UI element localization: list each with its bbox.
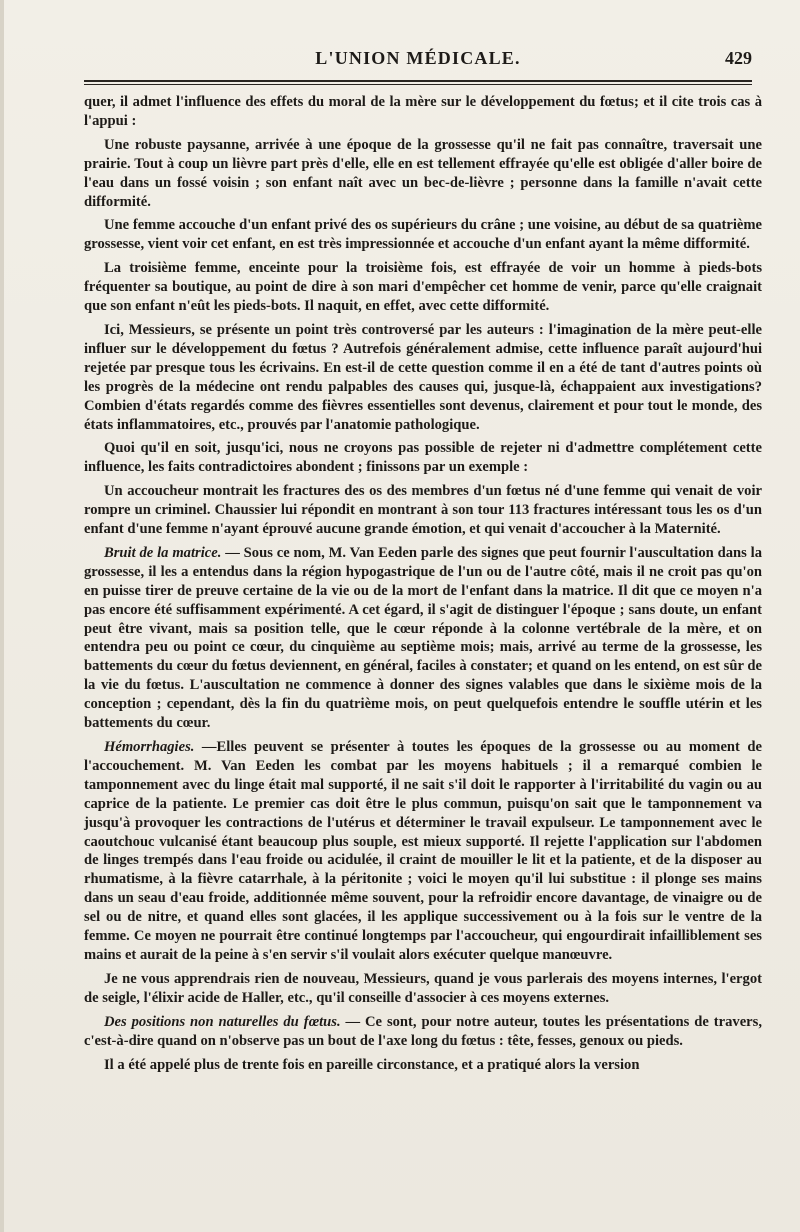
header-rule: [84, 80, 752, 82]
paragraph-text: — Ce sont, pour notre auteur, toutes les présentations de travers, c'est-à-dire quand on n'observe pas un bout de l'axe long du fœtus : tête, fesses, genoux ou pieds.: [84, 1013, 762, 1049]
paragraph-9: [84, 738, 762, 965]
page-number: 429: [725, 48, 752, 68]
paragraph-7: [84, 482, 762, 539]
paragraph-text: Un accoucheur montrait les fractures des os des membres d'un fœtus né d'une femme qui venait de voir rompre un criminel. Chaussier lui répondit en montrant à son tour 113 fractures intéressant tous les os d'un enfant d'une femme n'ayant éprouvé aucune grande émotion, et qui venait d'accoucher à la Maternité.: [84, 483, 762, 538]
paragraph-12: [84, 1056, 762, 1075]
paragraph-3: [84, 216, 762, 254]
header-rule-thin: [84, 84, 752, 85]
paragraph-text: —Elles peuvent se présenter à toutes les époques de la grossesse ou au moment de l'accouchement. M. Van Eeden les combat par les moyens habituels ; il a remarqué combien le tamponnement avec du linge était mal supporté, il ne sait s'il doit le rapporter à l'irritabilité du vagin ou au caprice de la patiente. Le premier cas doit être le plus commun, puisqu'on sait que le tamponnement va jusqu'à provoquer les contractions de l'utérus et déterminer le travail expulseur. Le tamponnement avec le caoutchouc vulcanisé étant beaucoup plus souple, est mieux supporté. Il rejette l'application sur l'abdomen de linges trempés dans l'eau froide ou acidulée, il craint de mouiller le lit et la patiente, et de la disposer au rhumatisme, à la fièvre catarrhale, à la péritonite ; voici le moyen qu'il lui substitue : il plonge ses mains dans un seau d'eau froide, additionnée même souvent, pour la refroidir encore davantage, de vinaigre ou de sel ou de nitre, et quand elles sont glacées, il les applique successivement ou à la fois sur le ventre de la femme. Ce moyen ne pourrait être continué longtemps par l'accoucheur, qui engourdirait infailliblement ses mains et aurait de la peine à s'en servir s'il voulait alors exécuter quelque manœuvre.: [84, 739, 762, 963]
paragraph-text: Ici, Messieurs, se présente un point très controversé par les auteurs : l'imagination de la mère peut-elle influer sur le développement du fœtus ? Autrefois généralement admise, cette influence paraît aujourd'hui rejetée par presque tous les écrivains. En est-il de cette question comme il en a été de tant d'autres points où les progrès de la médecine ont rendu palpables des causes qui, jusque-là, échappaient aux investigations? Combien d'états regardés comme des fièvres essentielles sont devenus, clairement et pour tout le monde, des états inflammatoires, etc., prouvés par l'anatomie pathologique.: [84, 321, 762, 433]
paragraph-2: [84, 136, 762, 212]
paragraph-text: Une femme accouche d'un enfant privé des os supérieurs du crâne ; une voisine, au début de sa quatrième grossesse, vient voir cet enfant, en est très impressionnée et accouche d'un enfant ayant la même difformité.: [84, 217, 762, 253]
paragraph-text: La troisième femme, enceinte pour la troisième fois, est effrayée de voir un homme à pieds-bots fréquenter sa boutique, au point de dire à son mari d'empêcher cet homme de venir, parce qu'elle craignait que son enfant n'eût les pieds-bots. Il naquit, en effet, avec cette difformité.: [84, 260, 762, 315]
paragraph-text: Quoi qu'il en soit, jusqu'ici, nous ne croyons pas possible de rejeter ni d'admettre complétement cette influence, les faits contradictoires abondent ; finissons par un exemple :: [84, 440, 762, 476]
section-lead: Hémorrhagies.: [104, 739, 195, 755]
paragraph-text: — Sous ce nom, M. Van Eeden parle des signes que peut fournir l'auscultation dans la grossesse, il les a entendus dans la région hypogastrique de l'un ou de l'autre côté, mais il ne croit pas qu'on en puisse tirer de preuve certaine de la vie ou de la mort de l'enfant dans la matrice. Il dit que ce moyen n'a pas encore été suffisamment expérimenté. A cet égard, il s'agit de distinguer l'époque ; sans doute, un enfant peut être vivant, mais sa position telle, que le cœur réponde à la colonne vertébrale de la mère, et on entendra peu ou point ce cœur, du cinquième au septième mois; mais, arrivé au terme de la grossesse, les battements du cœur du fœtus deviennent, en général, faciles à constater; et quand on les entend, on est sûr de la vie du fœtus. L'auscultation ne commence à donner des signes valables que dans le sixième mois de la conception ; cependant, dès la fin du quatrième mois, on peut quelquefois entendre le souffle utérin et les battements du cœur.: [84, 544, 763, 732]
section-lead: Bruit de la matrice.: [104, 544, 222, 561]
paragraph-text: Je ne vous apprendrais rien de nouveau, Messieurs, quand je vous parlerais des moyens internes, l'ergot de seigle, l'élixir acide de Haller, etc., qu'il conseille d'associer à ces moyens externes.: [84, 970, 762, 1006]
paragraph-text: Une robuste paysanne, arrivée à une époque de la grossesse qu'il ne fait pas connaître, traversait une prairie. Tout à coup un lièvre part près d'elle, elle en est tellement effrayée qu'elle est obligée d'aller boire de l'eau dans un fossé voisin ; son enfant naît avec un bec-de-lièvre ; personne dans la famille n'avait cette difformité.: [84, 136, 762, 210]
paragraph-text: Il a été appelé plus de trente fois en pareille circonstance, et a pratiqué alors la version: [104, 1056, 640, 1073]
paragraph-6: [84, 439, 762, 477]
paragraph-10: [84, 970, 762, 1008]
paragraph-8: [84, 544, 762, 733]
paragraph-1: [84, 93, 762, 131]
section-lead: Des positions non naturelles du fœtus.: [104, 1013, 341, 1030]
paragraph-text: quer, il admet l'influence des effets du moral de la mère sur le développement du fœtus; et il cite trois cas à l'appui :: [84, 94, 762, 129]
paragraph-5: [84, 321, 762, 434]
page-edge: [0, 0, 4, 1232]
paragraph-11: [84, 1013, 762, 1051]
paragraph-4: [84, 259, 762, 316]
article-body: [84, 93, 762, 1212]
running-title: L'UNION MÉDICALE.: [315, 48, 521, 68]
page-header: [84, 46, 752, 76]
